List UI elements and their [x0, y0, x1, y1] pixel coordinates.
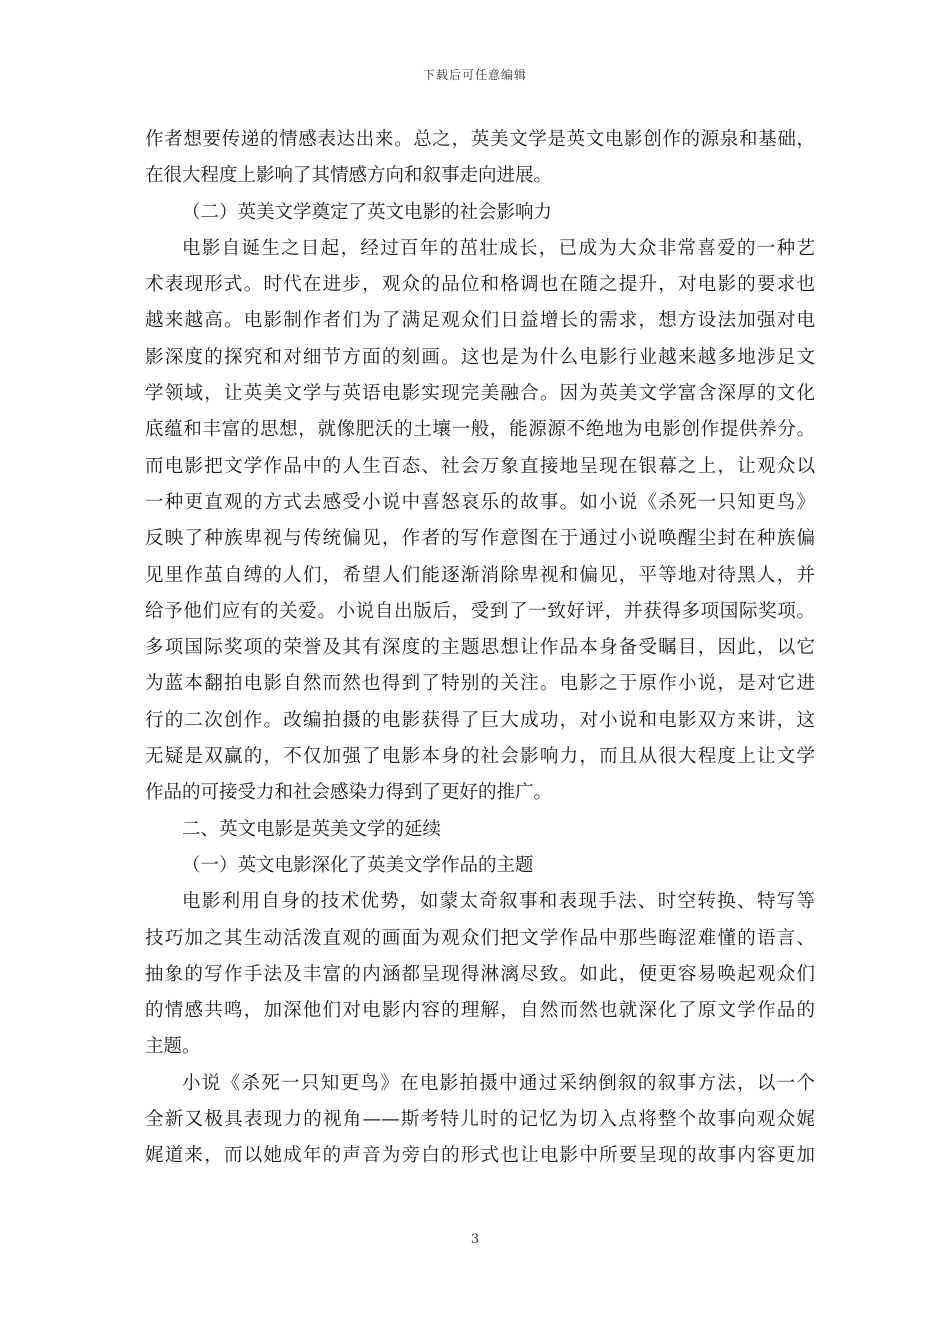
text-line: 娓道来，而以她成年的声音为旁白的形式也让电影中所要呈现的故事内容更加 — [145, 1145, 815, 1167]
page-header: 下载后可任意编辑 — [422, 68, 527, 82]
text-line: 行的二次创作。改编拍摄的电影获得了巨大成功，对小说和电影双方来讲，这 — [145, 709, 815, 731]
text-line: 主题。 — [145, 1036, 201, 1058]
text-line: 全新又极具表现力的视角——斯考特儿时的记忆为切入点将整个故事向观众娓 — [145, 1109, 815, 1131]
text-line: 越来越高。电影制作者们为了满足观众们日益增长的需求，想方设法加强对电 — [145, 310, 815, 332]
text-line: 给予他们应有的关爱。小说自出版后，受到了一致好评，并获得多项国际奖项。 — [145, 600, 815, 622]
text-line: 电影自诞生之日起，经过百年的茁壮成长，已成为大众非常喜爱的一种艺 — [182, 237, 815, 259]
text-line: 学领域，让英美文学与英语电影实现完美融合。因为英美文学富含深厚的文化 — [145, 383, 815, 405]
text-line: 反映了种族卑视与传统偏见，作者的写作意图在于通过小说唤醒尘封在种族偏 — [145, 528, 815, 550]
text-line: 影深度的探究和对细节方面的刻画。这也是为什么电影行业越来越多地涉足文 — [145, 346, 815, 368]
text-line: 为蓝本翻拍电影自然而然也得到了特别的关注。电影之于原作小说，是对它进 — [145, 673, 815, 695]
text-line: （二）英美文学奠定了英文电影的社会影响力 — [182, 201, 553, 223]
text-line: 作品的可接受力和社会感染力得到了更好的推广。 — [145, 782, 553, 804]
text-line: 作者想要传递的情感表达出来。总之，英美文学是英文电影创作的源泉和基础， — [145, 129, 815, 150]
text-line: （一）英文电影深化了英美文学作品的主题 — [182, 854, 534, 876]
text-line: 在很大程度上影响了其情感方向和叙事走向进展。 — [145, 165, 553, 187]
text-line: 抽象的写作手法及丰富的内涵都呈现得淋漓尽致。如此，便更容易唤起观众们 — [145, 963, 815, 985]
text-line: 二、英文电影是英美文学的延续 — [182, 818, 442, 840]
text-line: 的情感共鸣，加深他们对电影内容的理解，自然而然也就深化了原文学作品的 — [145, 1000, 815, 1022]
text-line: 无疑是双赢的，不仅加强了电影本身的社会影响力，而且从很大程度上让文学 — [145, 746, 815, 768]
body-text — [145, 122, 815, 1175]
text-line: 电影利用自身的技术优势，如蒙太奇叙事和表现手法、时空转换、特写等 — [182, 891, 815, 913]
page-number: 3 — [470, 1232, 480, 1247]
text-line: 技巧加之其生动活泼直观的画面为观众们把文学作品中那些晦涩难懂的语言、 — [145, 927, 815, 949]
text-line: 底蕴和丰富的思想，就像肥沃的土壤一般，能源源不绝地为电影创作提供养分。 — [145, 419, 815, 441]
text-line: 小说《杀死一只知更鸟》在电影拍摄中通过采纳倒叙的叙事方法，以一个 — [182, 1072, 815, 1094]
text-line: 一种更直观的方式去感受小说中喜怒哀乐的故事。如小说《杀死一只知更鸟》 — [145, 491, 815, 513]
text-line: 见里作茧自缚的人们，希望人们能逐渐消除卑视和偏见，平等地对待黑人，并 — [145, 564, 815, 586]
text-line: 术表现形式。时代在进步，观众的品位和格调也在随之提升，对电影的要求也 — [145, 274, 815, 296]
text-line: 而电影把文学作品中的人生百态、社会万象直接地呈现在银幕之上，让观众以 — [145, 455, 815, 477]
text-line: 多项国际奖项的荣誉及其有深度的主题思想让作品本身备受瞩目，因此，以它 — [145, 637, 815, 659]
